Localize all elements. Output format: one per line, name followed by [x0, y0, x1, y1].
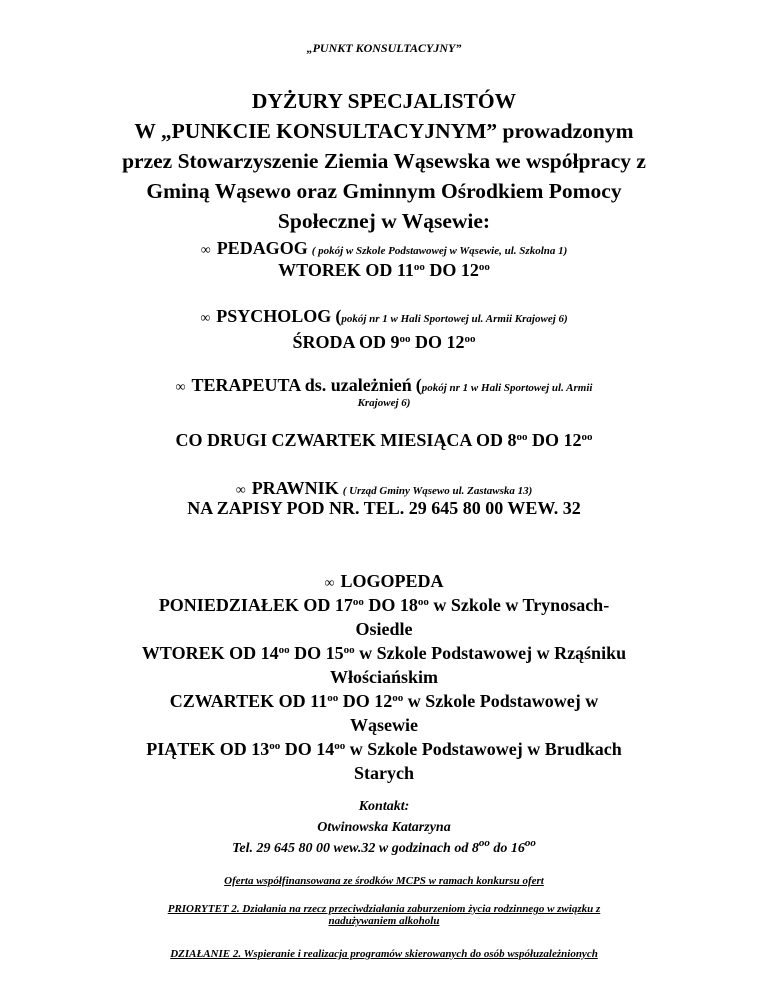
- schedule-text: DO 12: [410, 332, 465, 352]
- pedagog-name: PEDAGOG: [216, 238, 308, 258]
- schedule-text: PONIEDZIAŁEK OD 17: [158, 595, 353, 615]
- infinity-bullet-icon: ∞: [200, 311, 211, 326]
- minutes-sup: oo: [327, 692, 339, 704]
- schedule-text: w Szkole Podstawowej w Brudkach: [345, 739, 622, 759]
- document-header: „PUNKT KONSULTACYJNY”: [306, 41, 462, 55]
- logopeda-line: [0, 689, 768, 713]
- schedule-text: w Szkole Podstawowej w: [403, 691, 599, 711]
- footer-funding: Oferta współfinansowana ze środków MCPS w ramach konkursu ofert: [224, 875, 544, 887]
- logopeda-line: [0, 737, 768, 761]
- logopeda-line: Wąsewie: [350, 715, 418, 735]
- minutes-sup: oo: [581, 431, 593, 443]
- infinity-bullet-icon: ∞: [235, 483, 246, 498]
- minutes-sup: oo: [464, 333, 476, 345]
- psycholog-name: PSYCHOLOG: [216, 306, 332, 326]
- schedule-text: ŚRODA OD 9: [292, 332, 400, 352]
- schedule-text: DO 12: [338, 691, 393, 711]
- minutes-sup: oo: [399, 333, 411, 345]
- schedule-text: CO DRUGI CZWARTEK MIESIĄCA OD 8: [175, 430, 517, 450]
- schedule-text: DO 18: [363, 595, 418, 615]
- schedule-text: CZWARTEK OD 11: [169, 691, 328, 711]
- minutes-sup: oo: [334, 740, 346, 752]
- minutes-sup: oo: [343, 644, 355, 656]
- schedule-text: PIĄTEK OD 13: [146, 739, 270, 759]
- logopeda-name: LOGOPEDA: [340, 571, 444, 591]
- minutes-sup: oo: [413, 261, 425, 273]
- document-title: [60, 86, 708, 236]
- prawnik-schedule: NA ZAPISY POD NR. TEL. 29 645 80 00 WEW. 32: [187, 498, 581, 518]
- contact-text: do 16: [489, 841, 525, 856]
- minutes-sup: oo: [478, 261, 490, 273]
- title-line: DYŻURY SPECJALISTÓW: [251, 89, 517, 113]
- psycholog-schedule: [0, 330, 768, 354]
- minutes-sup: oo: [524, 837, 536, 849]
- terapeuta-name: TERAPEUTA ds. uzależnień: [191, 375, 412, 395]
- schedule-text: w Szkole Podstawowej w Rząśniku: [354, 643, 627, 663]
- footer-priority: [0, 903, 768, 927]
- minutes-sup: oo: [516, 431, 528, 443]
- pedagog-heading: [0, 238, 768, 259]
- contact-text: Tel. 29 645 80 00 wew.32 w godzinach od 8: [232, 841, 479, 856]
- footer-action: DZIAŁANIE 2. Wspieranie i realizacja programów skierowanych do osób współuzależnionych: [170, 948, 598, 960]
- terapeuta-location: Krajowej 6): [357, 397, 411, 409]
- minutes-sup: oo: [478, 837, 490, 849]
- footer-priority-line: PRIORYTET 2. Działania na rzecz przeciwdziałania zaburzeniom życia rodzinnego w związku z: [167, 903, 601, 915]
- schedule-text: DO 14: [280, 739, 335, 759]
- footer-priority-line: nadużywaniem alkoholu: [328, 915, 440, 927]
- paren: (: [335, 306, 342, 326]
- infinity-bullet-icon: ∞: [200, 243, 211, 258]
- logopeda-line: Starych: [354, 763, 414, 783]
- schedule-text: WTOREK OD 14: [141, 643, 279, 663]
- logopeda-line: [0, 641, 768, 665]
- schedule-text: DO 12: [424, 260, 479, 280]
- logopeda-line: Włościańskim: [329, 667, 439, 687]
- title-line: Społecznej w Wąsewie:: [277, 209, 491, 233]
- schedule-text: DO 15: [289, 643, 344, 663]
- minutes-sup: oo: [392, 692, 404, 704]
- pedagog-location: ( pokój w Szkole Podstawowej w Wąsewie, ul. Szkolna 1): [311, 245, 568, 257]
- schedule-text: DO 12: [527, 430, 582, 450]
- minutes-sup: oo: [352, 596, 364, 608]
- contact-block: [0, 796, 768, 859]
- schedule-text: w Szkole w Trynosach-: [428, 595, 610, 615]
- prawnik-location: ( Urząd Gminy Wąsewo ul. Zastawska 13): [342, 485, 533, 497]
- logopeda-heading: [0, 569, 768, 596]
- title-line: przez Stowarzyszenie Ziemia Wąsewska we współpracy z: [122, 149, 646, 173]
- minutes-sup: oo: [278, 644, 290, 656]
- infinity-bullet-icon: ∞: [175, 380, 186, 395]
- title-line: Gminą Wąsewo oraz Gminnym Ośrodkiem Pomocy: [146, 179, 622, 203]
- logopeda-line: [0, 593, 768, 617]
- contact-name: Otwinowska Katarzyna: [317, 820, 451, 835]
- logopeda-schedule: [0, 593, 768, 785]
- logopeda-line: Osiedle: [355, 619, 413, 639]
- title-line: W „PUNKCIE KONSULTACYJNYM” prowadzonym: [134, 119, 634, 143]
- terapeuta-location-cont: [0, 393, 768, 411]
- paren: (: [415, 375, 422, 395]
- minutes-sup: oo: [269, 740, 281, 752]
- terapeuta-schedule: [0, 428, 768, 452]
- terapeuta-location: pokój nr 1 w Hali Sportowej ul. Armii: [421, 382, 593, 394]
- schedule-text: WTOREK OD 11: [278, 260, 414, 280]
- contact-label: Kontakt:: [358, 799, 410, 814]
- pedagog-schedule: [0, 258, 768, 282]
- infinity-bullet-icon: ∞: [324, 576, 335, 591]
- prawnik-name: PRAWNIK: [251, 478, 339, 498]
- contact-phone: [0, 838, 768, 859]
- minutes-sup: oo: [417, 596, 429, 608]
- psycholog-location: pokój nr 1 w Hali Sportowej ul. Armii Krajowej 6): [341, 313, 568, 325]
- psycholog-heading: [0, 306, 768, 327]
